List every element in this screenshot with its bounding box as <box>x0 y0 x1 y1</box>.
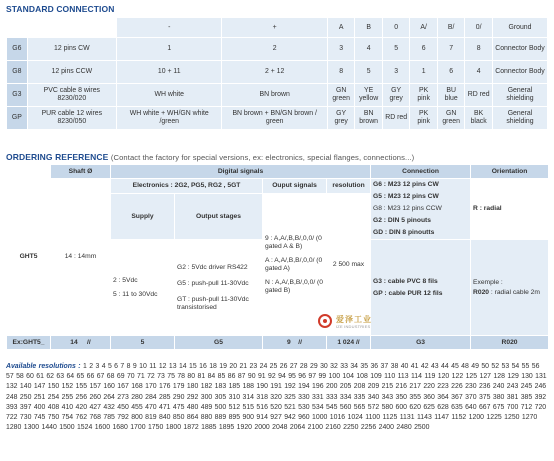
standard-cell: RD red <box>382 107 410 130</box>
standard-header-cell <box>7 18 28 38</box>
header-orientation: Orientation <box>471 165 549 179</box>
header-electronics: Electronics : 2G2, PG5, RG2 , 5GT <box>111 179 263 194</box>
standard-cell: PUR cable 12 wires 8230/050 <box>27 107 116 130</box>
standard-cell: PK pink <box>410 107 438 130</box>
standard-cell: PK pink <box>410 84 438 107</box>
standard-cell: GY grey <box>382 84 410 107</box>
standard-cell: BN brown <box>222 84 327 107</box>
connection-group-2: G3 : cable PVC 8 fils GP : cable PUR 12 fils <box>371 240 471 336</box>
standard-header-cell <box>27 18 116 38</box>
standard-header-cell: 0 <box>382 18 410 38</box>
ize-logo <box>318 312 378 334</box>
orientation-example: Exemple : R020 : radial cable 2m <box>471 240 549 336</box>
ordering-reference-table <box>6 164 549 350</box>
logo-ring-icon <box>318 314 332 328</box>
standard-cell: YE yellow <box>355 84 383 107</box>
standard-cell: 7 <box>437 38 465 61</box>
header-digital-signals: Digital signals <box>111 165 371 179</box>
connection-group-1: G6 : M23 12 pins CW G5 : M23 12 pins CW G8 : M23 12 pins CCW G2 : DIN 5 pinouts GD : DIN 8 pinoutts <box>371 179 471 240</box>
standard-cell: GN green <box>327 84 355 107</box>
standard-cell: GY grey <box>327 107 355 130</box>
example-orientation: R020 <box>471 336 549 350</box>
standard-cell: 6 <box>410 38 438 61</box>
standard-cell: 3 <box>327 38 355 61</box>
standard-cell: G6 <box>7 38 28 61</box>
standard-cell: G8 <box>7 61 28 84</box>
standard-header-cell: 0/ <box>465 18 493 38</box>
standard-header-cell: + <box>222 18 327 38</box>
standard-cell: GN green <box>437 107 465 130</box>
header-supply: Supply <box>111 194 175 240</box>
standard-cell: BU blue <box>437 84 465 107</box>
standard-cell: 4 <box>355 38 383 61</box>
resolution-cell: 2 500 max <box>327 194 371 336</box>
standard-cell: 8 <box>327 61 355 84</box>
standard-cell: General shielding <box>492 84 547 107</box>
example-signal: 9 // <box>263 336 327 350</box>
standard-cell: 12 pins CCW <box>27 61 116 84</box>
ordering-note: (Contact the factory for special versions, ex: electronics, special flanges, connections...) <box>110 153 415 162</box>
standard-header-cell: A <box>327 18 355 38</box>
example-shaft: 14 // <box>51 336 111 350</box>
logo-en-text: IZE INDUSTRIES <box>336 324 371 329</box>
available-resolutions <box>6 362 548 433</box>
standard-cell: 6 <box>437 61 465 84</box>
shaft-cell: 14 : 14mm <box>51 179 111 336</box>
standard-connection-title: STANDARD CONNECTION <box>6 4 115 14</box>
header-shaft: Shaft Ø <box>51 165 111 179</box>
standard-cell: 5 <box>355 61 383 84</box>
standard-cell: 8 <box>465 38 493 61</box>
standard-header-cell: Ground <box>492 18 547 38</box>
standard-cell: G3 <box>7 84 28 107</box>
example-stage: G5 <box>175 336 263 350</box>
standard-cell: PVC cable 8 wires 8230/020 <box>27 84 116 107</box>
standard-cell: RD red <box>465 84 493 107</box>
standard-cell: BK black <box>465 107 493 130</box>
standard-cell: 1 <box>410 61 438 84</box>
standard-cell: General shielding <box>492 107 547 130</box>
standard-header-cell: B <box>355 18 383 38</box>
standard-cell: BN brown + BN/GN brown / green <box>222 107 327 130</box>
standard-cell: 1 <box>117 38 222 61</box>
header-ouput-signals: Ouput signals <box>263 179 327 194</box>
ordering-title-text: ORDERING REFERENCE <box>6 152 109 162</box>
resolutions-values: 1 2 3 4 5 6 7 8 9 10 11 12 13 14 15 16 18 19 20 21 23 24 25 26 27 28 29 30 32 33 34 35 36 37 38 40 41 42 43 44 45 48 49 50 52 53 54 55 56 57 58 60 61 62 63 64 65 66 67 68 69 70 71 72 73 75 78 80 81 84 85 86 87 90 91 92 94 95 96 97 99 100 104 108 109 110 113 114 119 120 122 125 127 128 129 130 131 132 140 147 150 152 155 157 160 167 168 170 176 179 180 182 183 185 188 190 191 192 194 196 200 205 208 209 215 216 217 220 223 226 230 236 240 243 245 246 248 250 251 254 255 256 260 264 273 280 284 285 290 292 300 305 310 314 318 320 325 330 331 333 334 335 340 343 350 355 360 364 367 370 375 380 381 385 392 393 397 400 408 410 420 427 432 450 455 470 471 475 480 489 500 512 515 516 520 521 530 534 545 560 565 572 580 600 620 625 628 635 640 667 675 700 712 720 722 730 745 750 754 762 768 785 792 800 819 840 850 864 880 889 895 900 914 927 942 960 1000 1016 1024 1100 1125 1131 1143 1147 1152 1200 1225 1250 1270 1280 1300 1440 1500 1524 1600 1680 1700 1750 1800 1872 1885 1895 1920 2000 2048 2064 2100 2160 2250 2256 2400 2480 2500 <box>6 363 547 432</box>
header-resolution: resolution <box>327 179 371 194</box>
supply-cell: 2 : 5Vdc 5 : 11 to 30Vdc <box>111 240 175 336</box>
orientation-radial: R : radial <box>471 179 549 240</box>
standard-connection-table <box>6 17 548 130</box>
standard-header-cell: - <box>117 18 222 38</box>
standard-cell: WH white <box>117 84 222 107</box>
standard-cell: WH white + WH/GN white /green <box>117 107 222 130</box>
standard-cell: GP <box>7 107 28 130</box>
standard-cell: 5 <box>382 38 410 61</box>
standard-cell: 12 pins CW <box>27 38 116 61</box>
standard-cell: Connector Body <box>492 61 547 84</box>
standard-row-g3 <box>7 84 548 107</box>
ordering-reference-title <box>6 152 414 162</box>
header-connection: Connection <box>371 165 471 179</box>
standard-cell: Connector Body <box>492 38 547 61</box>
example-prefix: Ex:GHT5_ <box>7 336 51 350</box>
standard-header-cell: A/ <box>410 18 438 38</box>
standard-header-cell: B/ <box>437 18 465 38</box>
standard-row-g6 <box>7 38 548 61</box>
example-resolution: 1 024 // <box>327 336 371 350</box>
example-row <box>7 336 549 350</box>
standard-row-gp <box>7 107 548 130</box>
model-cell: GHT5 <box>7 179 51 336</box>
standard-cell: BN brown <box>355 107 383 130</box>
standard-cell: 3 <box>382 61 410 84</box>
standard-header-row <box>7 18 548 38</box>
standard-cell: 2 + 12 <box>222 61 327 84</box>
resolutions-label: Available resolutions : <box>6 363 81 370</box>
output-signals-cell: 9 : A,A/,B,B/,0,0/ (0 gated A & B) A : A,A/,B,B/,0,0/ (0 gated A) N : A,A/,B,B/,0,0/ (0 gated B) <box>263 194 327 336</box>
example-supply: 5 <box>111 336 175 350</box>
standard-cell: 2 <box>222 38 327 61</box>
logo-cn-text: 爱泽工业 <box>336 315 372 324</box>
standard-cell: 10 + 11 <box>117 61 222 84</box>
standard-row-g8 <box>7 61 548 84</box>
header-output-stages: Output stages <box>175 194 263 240</box>
example-connection: G3 <box>371 336 471 350</box>
standard-cell: 4 <box>465 61 493 84</box>
output-stages-cell: G2 : 5Vdc driver RS422 G5 : push-pull 11-30Vdc GT : push-pull 11-30Vdc transistorised <box>175 240 263 336</box>
